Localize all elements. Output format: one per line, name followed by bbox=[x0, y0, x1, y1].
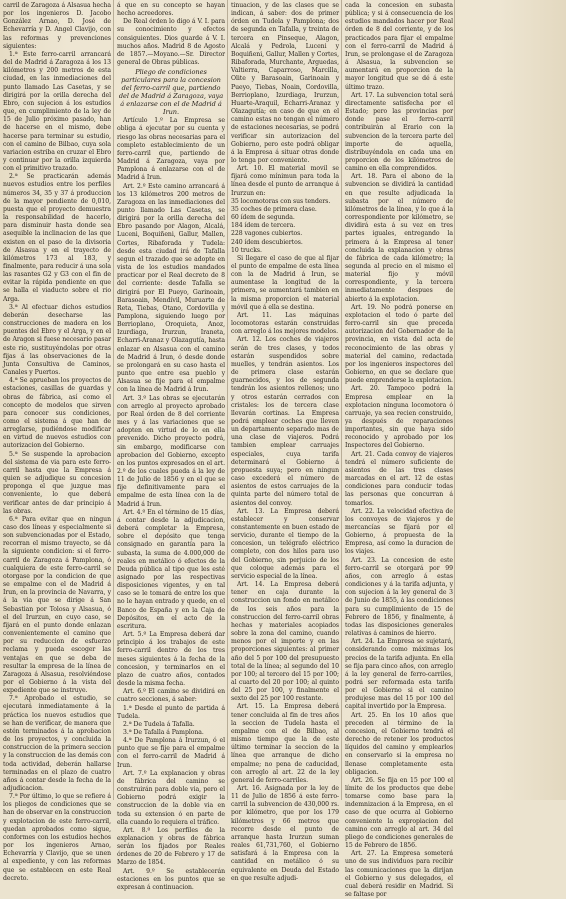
article-paragraph: Artículo 1.º La Empresa se obliga á ejecutar por su cuenta y riesgo las obras necesarias para el completo establecimiento de un ferro-carril que, partiendo de Madrid á Zaragoza, vaya por Pamplona á enlazarse con el de Madrid á Irun. bbox=[117, 117, 225, 182]
article-paragraph: 4.ª De Pamplona á Irurzun, ó el punto que se fije para el empalme con el ferro-carril de Madrid á Irun. bbox=[117, 737, 225, 769]
article-paragraph: Art. 17. La subvencion total será directamente satisfecha por el Estado; pero las provincias por donde pase el ferro-carril contribuirán al Erario con la subvencion de la tercera parte del importe de aquella, distribuyéndola en cada una en proporcion de los kilómetros de camino en ella comprendidos. bbox=[345, 91, 453, 173]
article-paragraph: Art. 6.º El camino se dividirá en cuatro secciones, á saber: bbox=[117, 688, 225, 704]
article-paragraph: Art. 13. La Empresa deberá establecer y conservar constantemente en buen estado de servicio, durante el tiempo de la concesion, un telégrafo eléctrico completo, con dos hilos para uso del Gobierno, sin perjuicio de los que coloque además para el servicio especial de la línea. bbox=[231, 507, 339, 580]
article-paragraph: 184 ídem de tercera. bbox=[231, 222, 296, 230]
article-paragraph: Art. 4.º En el término de 15 días, á contar desde la adjudicacion, deberá completar la Empresa, sobre el depósito que tenga consignado en garantía para la subasta, la suma de 4.000,000 de reales en metálico ó efectos de la Deuda pública al tipo que les esté asignado por las respectivas disposiciones vigentes, y en tal caso se le tomará de entre los que no le hayan entrado y quede, en el Banco de España y en la Caja de Depósitos, en el acto de la escritura. bbox=[117, 508, 225, 630]
column-rule bbox=[341, 0, 342, 800]
article-paragraph: Art. 22. La velocidad efectiva de los convoyes de viajeros y de mercancías se fijará por el Gobierno, á propuesta de la Empresa, así como la duracion de los viajes. bbox=[345, 507, 453, 556]
article-paragraph: 35 coches de primera clase. bbox=[231, 205, 317, 213]
article-paragraph: 1.ª Este ferro-carril arrancará del de Madrid á Zaragoza á los 13 kilómetros y 200 metros de esta ciudad, en las inmediaciones del punto llamado Las Casetas, y se dirigirá por la orilla derecha del Ebro, con sujecion á los estudios que, en cumplimiento de la ley de 15 de Julio próximo pasado, han de hacerse en el mismo, debe hacerse para terminar su estudio, con el camino de Bilbao, cuya sola variacion estriba en cruzar el Ebro y continuar por la orilla izquierda con el primitivo trazado. bbox=[3, 50, 111, 173]
article-paragraph: Art. 20. Tampoco podrá la Empresa emplear en la explotacion ninguna locomotora ó carruaje, ya sea recien construido, ya después de reparaciones importantes, sin que haya sido reconocido y aprobado por los Inspectores del Gobierno. bbox=[345, 385, 453, 450]
text-column-5 bbox=[458, 2, 566, 798]
article-paragraph: Si llegare el caso de que al fijar el punto de empalme de esta línea con la de Madrid á Irun, se aumentase la longitud de la primera, se aumentará tambien en la misma proporcion el material móvil que á ella se destina. bbox=[231, 254, 339, 311]
article-paragraph: 2.ª Se practicarán además nuevos estudios entre los perfiles números 34, 35 y 37 á produccion de la mayor pendiente de 0,010, puesta que el proyecto demuestra la responsabilidad de hacerlo, para disminuir hasta donde sea asequible la inclinacion de las que existen en el paso de la divisoria de Alsasua y en el trayecto de kilómetros 173 al 183, y finalmente, para reducir á una sola las rasantes G2 y G3 con el fin de evitar la rápida pendiente en que se halla el viaducto sobre el rio Arga. bbox=[3, 173, 111, 303]
column-rule bbox=[227, 0, 228, 800]
text-column-4 bbox=[345, 2, 453, 899]
article-paragraph: 228 vagones cubiertos. bbox=[231, 230, 303, 238]
article-paragraph: 6.ª Para evitar que en ningun caso dos líneas y especialmente si son subvencionadas por el Estado, recorran el mismo trayecto, se dá la siguiente condicion: si el ferro-carril de Zaragoza á Pamplona, ó cualquiera de este ferro-carril se otorgase por la condicion de que se empalme con el de Madrid á Irun, en la provincia de Navarra, y á la via que se dirige á San Sebastian por Tolosa y Alsasua, ó el del Irurzun, en cuyo caso, se fijará en el punto donde enlazan convenientemente el camino que por su reduccion de esfuerzo reclama y pueda escoger las ventajas en que se deba de resultar la empresa de la línea de Zaragoza á Alsasua, resolviéndose por el Gobierno á la vista del expediente que se instruye. bbox=[3, 515, 111, 695]
article-paragraph: Art. 15. La Empresa deberá tener concluida al fin de tres años la seccion de Tudela hasta el empalme con el de Bilbao, al mismo tiempo que la de este último terminar la seccion de la línea que arranque de dicho empalme; no pena de caducidad, con arreglo al art. 22 de la ley general de ferro-carriles. bbox=[231, 703, 339, 784]
article-paragraph: Art. 14. La Empresa deberá tener en caja durante la construccion un fondo en metálico de los seis años para la construccion del ferro-carril obras hechas y materiales acopiados sobre la zona del camino, cuando menos por el importe y en las proporciones siguientes: al primer año del 5 por 100 del presupuesto total de la línea; al segundo del 10 por 100; al tercero del 15 por 100; al cuarto del 20 por 100; al quinto del 25 por 100, y finalmente el sexto del 25 por 100 restante. bbox=[231, 581, 339, 703]
article-paragraph: 1.ª Desde el punto de partida á Tudela. bbox=[117, 704, 225, 720]
article-paragraph: Art. 10. El material movil se fijará como mínimun para toda la línea desde el punto de arranque á Irurzun en: bbox=[231, 165, 339, 197]
article-paragraph: 240 ídem descubiertos. bbox=[231, 238, 303, 246]
article-paragraph: Art. 19. No podrá ponerse en explotacion el todo ó parte del ferro-carril sin que preceda autorizacion del Gobernador de la provincia, en vista del acta de reconocimiento de las obras y material del camino, redactada por los ingenieros inspectores del Gobierno, en que se declare que puede emprenderse la explotacion. bbox=[345, 303, 453, 385]
article-paragraph: 4.ª Se aprueban los proyectos de estaciones, casillas de guardas y obras de fábrica, así como el concepto de modelos que sirven para conocer sus condiciones, como el sistema á que han de arreglarse, pudiéndose modificar en virtud de nuevos estudios con autorizacion del Gobierno. bbox=[3, 377, 111, 450]
section-heading: Pliego de condiciones particulares para la concesion del ferro-carril que, partiendo del de Madrid á Zaragoza, vaya á enlazarse con el de Madrid á Irun. bbox=[118, 68, 224, 117]
article-paragraph: Art. 27. La Empresa someterá uno de sus individuos para recibir las comunicaciones que la dirijan el Gobierno y sus delegados, el cual deberá residir en Madrid. Si se faltase por bbox=[345, 850, 453, 899]
article-paragraph: Art. 3.º Las obras se ejecutarán con arreglo al proyecto aprobado por Real órden de 8 del corriente mes y á las variaciones que se adopten en virtud de lo en ella prevenido. Dicho proyecto podrá, sin embargo, modificarse con aprobacion del Gobierno, excepto en los puntos expresados en el art. 2.º de los cuales pueda á la ley de 11 de Julio de 1856 y en el que se fije definitivamente para el empalme de esta línea con la de Madrid á Irun. bbox=[117, 394, 225, 508]
article-paragraph: carril de Zaragoza á Alsasua hecha por los ingenieros D. Jacobo González Arnao, D. José de Echevarría y D. Angel Clavijo, con las reformas y prevenciones siguientes: bbox=[3, 2, 111, 50]
article-paragraph: 2.ª De Tudela á Tafalla. bbox=[123, 720, 195, 728]
article-paragraph: 3.ª De Tafalla á Pamplona. bbox=[123, 728, 204, 736]
article-paragraph: Art. 12. Los coches de viajeros serán de tres clases, y todos estarán suspendidos sobre muelles, y tendrán asientos. Los de primera clase estarán guarnecidos, y los de segunda tendrán los asientos rellenos; uno y otros estarán cerrados con cristales: los de tercera clase llevarán cortinas. La Empresa podrá emplear coches que lleven un departamento separado mas de una clase de viajeros. Podrá tambien emplear carruajes especiales, cuya tarifa determinará el Gobierno á propuesta suya; pero en ningun caso excederá el número de asientos de estos carruajes de la quinta parte del número total de asientos del convoy. bbox=[231, 336, 339, 507]
article-paragraph: 35 locomotoras con sus tenders. bbox=[231, 197, 331, 205]
article-paragraph: 7.ª Por último, lo que se refiere á los pliegos de condiciones que se han de observar en la construccion y explotacion de este ferro-carril, quedan aprobados como sigue, conformes con los estudios hechos por los ingenieros Arnao, Echevarría y Clavijo, que se unen al expediente, y con las reformas que se establecen en este Real decreto. bbox=[3, 793, 111, 882]
text-column-1 bbox=[3, 2, 111, 882]
article-paragraph: 3.ª Al efectuar dichos estudios deberán desecharse las construcciones de madera en los puentes del Ebro y el Arga, y en el de Aragon si fuese necesario pasar este rio, sustituyéndolas por otras fijas á las observaciones de la Junta Consultiva de Caminos, Canales y Puertos. bbox=[3, 303, 111, 377]
article-paragraph: Art. 24. La Empresa se sujetará, considerando como máximas los precios de la tarifa adjunta. En ella se fija para cinco años, con arreglo á la ley general de ferro-carriles, podrá ser reformada esta tarifa por el Gobierno si el camino produjese mas del 15 por 100 del capital invertido por la Empresa. bbox=[345, 638, 453, 711]
article-paragraph: Art. 9.º Se establecerán estaciones en los puntos que se expresan á continuacion. bbox=[117, 867, 225, 891]
text-column-3 bbox=[231, 2, 339, 882]
article-paragraph: cada la concesion en subasta pública; y si á consecuencia de los estudios mandados hacer por Real órden de 8 del corriente, y de los practicados para fijar el empalme con el ferro-carril de Madrid á Irun, se prolongase el de Zaragoza á Alsasua, la subvencion se aumentará en proporcion de la mayor longitud que se dé á este último trazo. bbox=[345, 2, 453, 91]
column-rule bbox=[454, 0, 455, 800]
article-paragraph: Art. 8.º Los perfiles de la explanacion y obras de fábrica serán los fijados por Reales órdenes de 20 de Febrero y 17 de Marzo de 1854. bbox=[117, 826, 225, 867]
article-paragraph: 10 trucks. bbox=[231, 246, 262, 254]
article-paragraph: Art. 11. Las máquinas locomotoras estarán construidas con arreglo á los mejores modelos. bbox=[231, 311, 339, 336]
article-paragraph: Art. 16. Asignada por la ley de 11 de Julio de 1856 á este ferro-carril la subvencion de 430,000 rs. por kilómetro, que por los 179 kilómetros y 66 metros que recorre desde el punto de arranque hasta Irurzun suman reales 61,731,760, el Gobierno satisfará á la Empresa con la cantidad en metálico ó su equivalente en Deuda del Estado en que resulte adjudi- bbox=[231, 785, 339, 882]
article-paragraph: á que en su concepto se hayan hecho acreedores. bbox=[117, 2, 225, 18]
column-rule bbox=[113, 0, 114, 800]
article-paragraph: 5.ª Se suspende la aprobacion del sistema de via para este ferro-carril hasta que la Empresa á quien se adjudique su concesion proponga el que juzgue mas conveniente, lo que deberá verificar antes de dar principio á las obras. bbox=[3, 450, 111, 515]
article-paragraph: Art. 7.º La explanacion y obras de fábrica del camino se construirán para doble via, pero el Gobierno podrá exigir la construccion de la doble via en toda su extension ó en parte de ella cuando lo requiera el tráfico. bbox=[117, 769, 225, 826]
article-paragraph: Art. 23. La concesion de este ferro-carril se otorgará por 99 años, con arreglo á estas condiciones y á la tarifa adjunta, y con sujecion á la ley general de 3 de Junio de 1855, á las condiciones para su cumplimiento de 15 de Febrero de 1856, y finalmente, á todas las disposiciones generales relativas á caminos de hierro. bbox=[345, 556, 453, 638]
article-paragraph: Art. 21. Cada convoy de viajeros tendrá el número suficiente de asientos de las tres clases marcadas en el art. 12 de estas condiciones para conducir todas las personas que concurran á tomarlos. bbox=[345, 450, 453, 507]
article-paragraph: tinuacion, y de las clases que se indican, á saber: dos de primer órden en Tudela y Pamplona; dos de segunda en Tafalla, y treinta de tercera en Pinseque, Alagon, Alcalá y Pedrola, Luceni y Boquiñeni, Gallur, Mallen y Cortes, Ribaforada, Murchante, Arguedas, Valtierra, Caparroso, Marcilla, Olite y Barasoain, Garinoain y Pueyo, Tiebas, Noain, Cordovilla, Berrioplano, Izurdiaga, Irurzun, Huarte-Araquil, Echarri-Aranaz y Olazagutía; en caso de que en el camino estas no tengan el número de estaciones necesarias, se podrá verificar sin autorizacion del Gobierno, pero este podrá obligar á la Empresa á situar otras donde lo tenga por conveniente. bbox=[231, 2, 339, 164]
article-paragraph: Art. 18. Para el abono de la subvencion se dividirá la cantidad en que resulte adjudicada la subasta por el número de kilómetros de la línea, y lo que á la correspondiente por kilómetro, se dividirá esta á su vez en tres partes iguales, entregando la primera á la Empresa al tener concluida la explanacion y obras de fábrica de cada kilómetro; la segunda al precio en el mismo el material fijo y móvil correspondiente, y la tercera inmediatamente despues de abierto á la explotacion. bbox=[345, 173, 453, 303]
article-paragraph: 7.ª Aprobado el estudio, se ejecutará inmediatamente á la práctica los nuevos estudios que se han de verificar, de manera que estén terminados á la aprobacion de los proyectos, y concluida la construccion de la primera seccion y la construccion de las demás con toda actividad, deberán hallarse terminadas en el plazo de cuatro años á contar desde la fecha de la adjudicacion. bbox=[3, 695, 111, 792]
article-paragraph: Art. 2.º Este camino arrancará á los 13 kilómetros 200 metros de Zaragoza en las inmediaciones del punto llamado Las Casetas, se dirigirá por la orilla derecha del Ebro pasando por Alagon, Alcalá, Luceni, Boquiñeni, Gallur, Mallen, Cortes, Ribaforada y Tudela: desde esta ciudad irá de Tafalla segun el trazado que se adopte en vista de los estudios mandados practicar por el Real decreto de 8 del corriente: desde Tafalla se dirigirá por El Pueyo, Garinoain, Barasoain, Mendívil, Muruarte de Reta, Tiebas, Otano, Cordovilla y Pamplona, siguiendo luego por Berrioplano, Oroquieta, Anoz, Izurdiaga, Irurzun, Iraneta, Echarri-Aranaz y Olazagutía, hasta enlazar en Alsasua con el camino de Madrid á Irun, ó desde donde se prolongará en su caso hasta el punto que entre esa pueblo y Alsasua se fije para el empalme con la línea de Madrid á Irun. bbox=[117, 182, 225, 394]
article-paragraph: Art. 26. Se fija en 15 por 100 el límite de los productos que debe tomarse como base para la indemnizacion á la Empresa, en el caso de que ocurra al Gobierno conveniente la expropiacion del camino con arreglo al art. 34 del pliego de condiciones generales de 15 de Febrero de 1856. bbox=[345, 776, 453, 850]
article-paragraph: Art. 25. En los 10 años que preceden al término de la concesion, el Gobierno tendrá el derecho de retener los productos líquidos del camino y emplearlos en conservarlo si la empresa no llenase completamente esta obligacion. bbox=[345, 711, 453, 776]
article-paragraph: 60 ídem de segunda. bbox=[231, 214, 295, 222]
article-paragraph: De Real órden lo digo á V. I. para su conocimiento y efectos consiguientes. Dios guarde á V. I. muchos años. Madrid 8 de Agosto de 1857.—Moyano.—Sr. Director general de Obras públicas. bbox=[117, 18, 225, 67]
text-column-2 bbox=[117, 2, 225, 891]
article-paragraph: Art. 5.º La Empresa deberá dar principio á los trabajos de este ferro-carril dentro de los tres meses siguientes á la fecha de la concesion, y terminarlos en el plazo de cuatro años, contados desde la misma fecha. bbox=[117, 631, 225, 688]
